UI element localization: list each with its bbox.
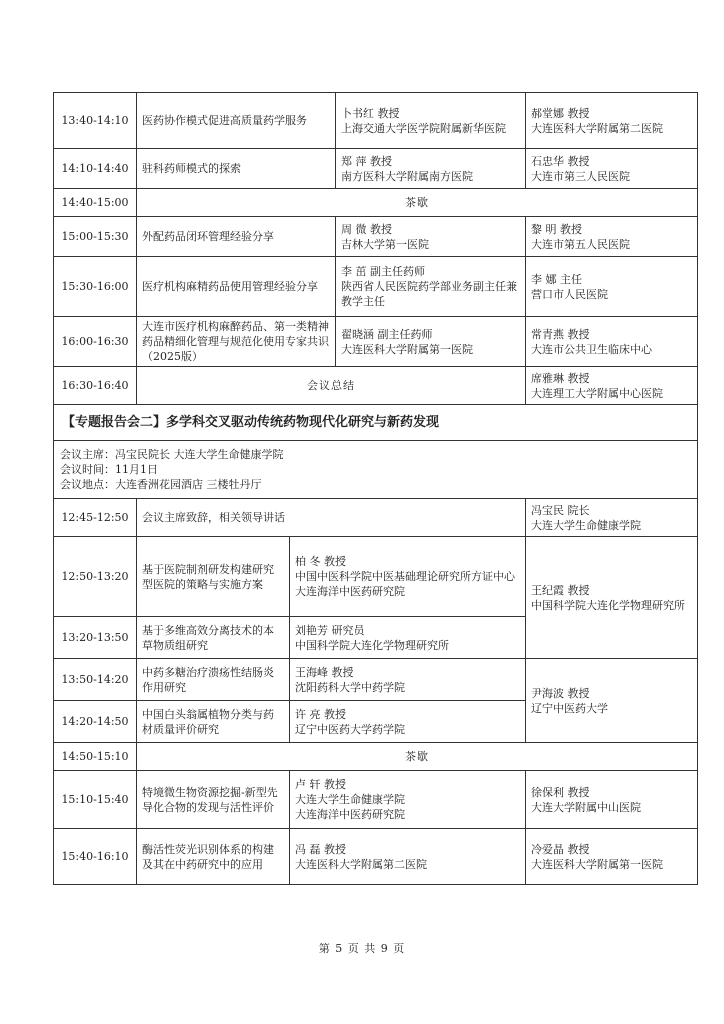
speaker-name: 刘艳芳 研究员: [295, 623, 365, 637]
time-cell: 15:10-15:40: [54, 771, 137, 829]
host-cell: [526, 217, 698, 257]
table-row: [54, 257, 698, 317]
host-name: 李 娜 主任: [531, 272, 582, 286]
topic-cell: 中国白头翁属植物分类与药材质量评价研究: [137, 701, 290, 743]
speaker-org: 辽宁中医药大学药学院: [295, 722, 405, 736]
table-row: [54, 743, 698, 771]
time-cell: 14:20-14:50: [54, 701, 137, 743]
host-org: 大连市公共卫生临床中心: [531, 342, 652, 356]
speaker-name: 翟晓涵 副主任药师: [341, 327, 433, 341]
page-footer: 第 5 页 共 9 页: [318, 942, 406, 955]
speaker-name: 冯 磊 教授: [295, 842, 346, 856]
topic-cell: 酶活性荧光识别体系的构建及其在中药研究中的应用: [137, 829, 290, 885]
host-org: 营口市人民医院: [531, 287, 608, 301]
host-org: 中国科学院大连化学物理研究所: [531, 598, 685, 612]
topic-cell: 会议主席致辞，相关领导讲话: [137, 499, 526, 537]
host-org: 大连理工大学附属中心医院: [531, 386, 663, 400]
speaker-org: 南方医科大学附属南方医院: [341, 169, 473, 183]
host-cell: [526, 93, 698, 149]
table-row: [54, 93, 698, 149]
summary-cell: 会议总结: [137, 367, 526, 405]
time-cell: 14:10-14:40: [54, 149, 137, 189]
topic-cell: 特境微生物资源挖掘-新型先导化合物的发现与活性评价: [137, 771, 290, 829]
host-org: 大连医科大学附属第二医院: [531, 121, 663, 135]
speaker-cell: [290, 701, 526, 743]
time-cell: 16:00-16:30: [54, 317, 137, 367]
host-cell: [526, 829, 698, 885]
topic-cell: 大连市医疗机构麻醉药品、第一类精神药品精细化管理与规范化使用专家共识（2025版）: [137, 317, 336, 367]
meeting-info: [54, 441, 698, 499]
speaker-cell: [336, 317, 526, 367]
time-cell: 12:45-12:50: [54, 499, 137, 537]
speaker-org: 大连海洋中医药研究院: [295, 808, 405, 821]
host-cell: [526, 499, 698, 537]
host-name: 王纪霞 教授: [531, 583, 590, 597]
time-cell: 13:20-13:50: [54, 617, 137, 659]
table-row: [54, 367, 698, 405]
host-cell: [526, 537, 698, 659]
speaker-org: 吉林大学第一医院: [341, 237, 429, 251]
topic-cell: 医疗机构麻精药品使用管理经验分享: [137, 257, 336, 317]
host-name: 冯宝民 院长: [531, 503, 590, 517]
topic-cell: 中药多糖治疗溃疡性结肠炎作用研究: [137, 659, 290, 701]
speaker-cell: [336, 93, 526, 149]
time-cell: 14:40-15:00: [54, 189, 137, 217]
host-name: 冷爱晶 教授: [531, 842, 590, 856]
host-cell: [526, 149, 698, 189]
host-org: 大连医科大学附属第一医院: [531, 857, 663, 871]
host-cell: [526, 317, 698, 367]
agenda-table: [53, 92, 698, 885]
speaker-org: 沈阳药科大学中药学院: [295, 680, 405, 694]
tea-break-cell: 茶歇: [137, 743, 698, 771]
meeting-chair: 会议主席：冯宝民院长 大连大学生命健康学院: [60, 448, 284, 461]
meeting-info-row: [54, 441, 698, 499]
speaker-name: 李 茁 副主任药师: [341, 265, 425, 278]
speaker-cell: [290, 659, 526, 701]
speaker-org: 大连医科大学附属第二医院: [295, 857, 427, 871]
host-name: 尹海波 教授: [531, 686, 590, 700]
host-cell: [526, 257, 698, 317]
document-page: [53, 92, 697, 885]
host-org: 大连市第五人民医院: [531, 237, 630, 251]
host-name: 徐保利 教授: [531, 785, 590, 799]
tea-break-cell: 茶歇: [137, 189, 698, 217]
table-row: [54, 317, 698, 367]
speaker-org: 中国科学院大连化学物理研究所: [295, 638, 449, 652]
speaker-name: 卢 轩 教授: [295, 778, 346, 791]
host-org: 大连市第三人民医院: [531, 169, 630, 183]
speaker-org: 中国中医科学院中医基础理论研究所方证中心: [295, 570, 515, 583]
meeting-time: 会议时间：11月1日: [60, 463, 158, 476]
topic-cell: 驻科药师模式的探索: [137, 149, 336, 189]
speaker-cell: [336, 149, 526, 189]
host-cell: [526, 771, 698, 829]
table-row: [54, 537, 698, 617]
time-cell: 13:50-14:20: [54, 659, 137, 701]
section-title: 【专题报告会二】多学科交叉驱动传统药物现代化研究与新药发现: [54, 405, 698, 441]
time-cell: 12:50-13:20: [54, 537, 137, 617]
table-row: [54, 659, 698, 701]
speaker-org: 大连医科大学附属第一医院: [341, 342, 473, 356]
topic-cell: 外配药品闭环管理经验分享: [137, 217, 336, 257]
host-cell: [526, 367, 698, 405]
topic-cell: 基于医院制剂研发构建研究型医院的策略与实施方案: [137, 537, 290, 617]
time-cell: 15:00-15:30: [54, 217, 137, 257]
host-name: 黎 明 教授: [531, 222, 582, 236]
speaker-name: 郑 萍 教授: [341, 154, 392, 168]
speaker-org: 大连海洋中医药研究院: [295, 585, 405, 598]
speaker-name: 许 亮 教授: [295, 707, 346, 721]
speaker-cell: [336, 257, 526, 317]
speaker-cell: [290, 771, 526, 829]
speaker-name: 周 微 教授: [341, 222, 392, 236]
speaker-org: 上海交通大学医学院附属新华医院: [341, 121, 506, 135]
speaker-name: 卜书红 教授: [341, 106, 400, 120]
host-org: 大连大学附属中山医院: [531, 800, 641, 814]
time-cell: 15:40-16:10: [54, 829, 137, 885]
time-cell: 13:40-14:10: [54, 93, 137, 149]
table-row: [54, 149, 698, 189]
table-row: [54, 189, 698, 217]
host-name: 郝堂娜 教授: [531, 106, 590, 120]
topic-cell: 医药协作模式促进高质量药学服务: [137, 93, 336, 149]
table-row: [54, 771, 698, 829]
speaker-cell: [290, 537, 526, 617]
host-name: 石忠华 教授: [531, 154, 590, 168]
table-row: [54, 829, 698, 885]
time-cell: 14:50-15:10: [54, 743, 137, 771]
speaker-name: 柏 冬 教授: [295, 555, 346, 568]
topic-cell: 基于多维高效分离技术的本草物质组研究: [137, 617, 290, 659]
meeting-venue: 会议地点：大连香洲花园酒店 三楼牡丹厅: [60, 478, 262, 491]
time-cell: 16:30-16:40: [54, 367, 137, 405]
section-title-row: [54, 405, 698, 441]
speaker-org: 大连大学生命健康学院: [295, 793, 405, 806]
host-org: 辽宁中医药大学: [531, 701, 608, 715]
speaker-cell: [290, 617, 526, 659]
host-name: 席雅琳 教授: [531, 371, 590, 385]
speaker-cell: [290, 829, 526, 885]
host-cell: [526, 659, 698, 743]
speaker-org: 陕西省人民医院药学部业务副主任兼教学主任: [341, 280, 517, 308]
host-org: 大连大学生命健康学院: [531, 518, 641, 532]
time-cell: 15:30-16:00: [54, 257, 137, 317]
speaker-cell: [336, 217, 526, 257]
table-row: [54, 499, 698, 537]
host-name: 常青燕 教授: [531, 327, 590, 341]
speaker-name: 王海峰 教授: [295, 665, 354, 679]
table-row: [54, 217, 698, 257]
